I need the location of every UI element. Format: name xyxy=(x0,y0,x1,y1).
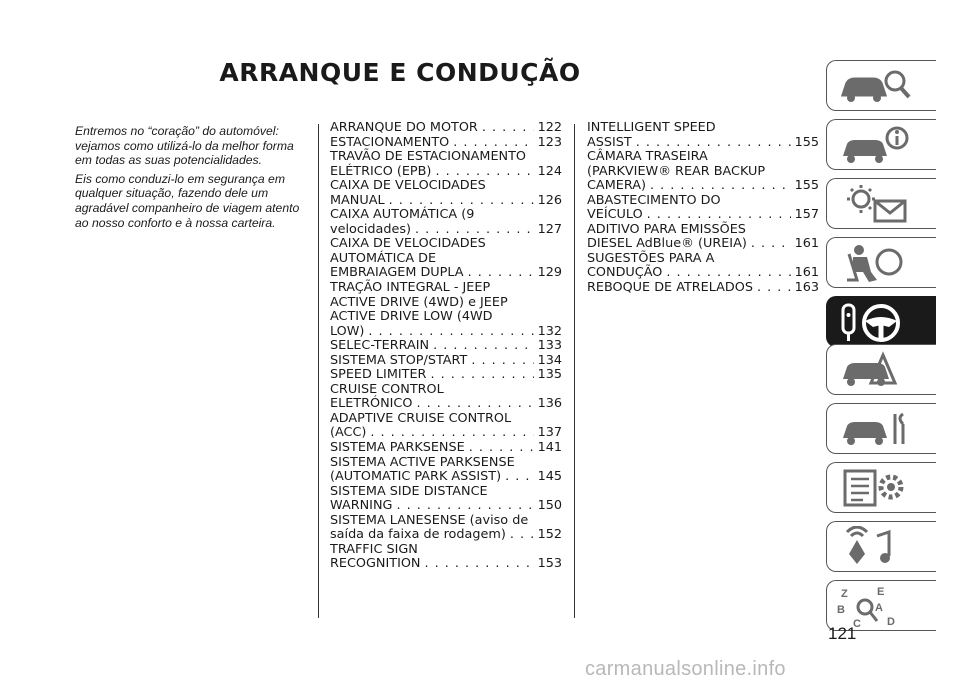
toc-entry[interactable] xyxy=(330,121,562,136)
toc-entry-label: VEÍCULO xyxy=(587,207,643,223)
index-letter: A xyxy=(875,602,883,614)
toc-leader-dots xyxy=(433,339,533,354)
tab-multimedia[interactable] xyxy=(826,521,936,572)
index-letter: Z xyxy=(841,588,848,600)
toc-page-number: 122 xyxy=(537,120,562,135)
toc-entry-line: CÂMARA TRASEIRA xyxy=(587,149,708,165)
toc-entry-line: ADITIVO PARA EMISSÕES xyxy=(587,221,746,237)
toc-entry-label: EMBRAIAGEM DUPLA xyxy=(330,265,464,281)
toc-page-number: 161 xyxy=(794,265,819,281)
toc-page-number: 145 xyxy=(537,469,562,485)
toc-entry-label: RECOGNITION xyxy=(330,556,421,572)
tab-emergency[interactable] xyxy=(826,344,936,395)
specs-gear-icon xyxy=(837,467,917,509)
toc-page-number: 157 xyxy=(794,207,819,223)
toc-page-number: 155 xyxy=(794,178,819,194)
toc-entry[interactable] xyxy=(330,543,562,572)
toc-entry-label: SELEC-TERRAIN xyxy=(330,338,430,354)
toc-leader-dots xyxy=(453,136,533,151)
toc-leader-dots xyxy=(430,368,533,383)
intro-paragraph-1: Entremos no “coração” do automóvel: vejamos como utilizá-lo da melhor forma em todas as suas potencialidades. xyxy=(75,124,294,168)
toc-entry[interactable] xyxy=(330,179,562,208)
toc-leader-dots xyxy=(636,136,791,151)
tab-car-info[interactable] xyxy=(826,119,936,170)
car-info-icon xyxy=(837,124,917,166)
toc-page-number: 123 xyxy=(537,134,562,150)
toc-page-number: 124 xyxy=(537,163,562,179)
toc-leader-dots xyxy=(370,426,533,441)
toc-page-number: 141 xyxy=(537,440,562,456)
tab-starting-driving[interactable] xyxy=(826,296,936,347)
toc-entry[interactable] xyxy=(587,281,819,296)
toc-leader-dots xyxy=(415,223,534,238)
toc-entry-line: INTELLIGENT SPEED xyxy=(587,120,716,135)
toc-entry-label: ARRANQUE DO MOTOR xyxy=(330,120,478,135)
toc-page-number: 137 xyxy=(537,425,562,441)
toc-leader-dots xyxy=(435,165,533,180)
tab-technical-data[interactable] xyxy=(826,462,936,513)
toc-entry-label: REBOQUE DE ATRELADOS xyxy=(587,280,753,296)
seat-airbag-icon xyxy=(837,242,917,284)
toc-entry[interactable] xyxy=(330,441,562,456)
toc-entry[interactable] xyxy=(330,514,562,543)
key-steering-wheel-icon xyxy=(837,301,917,345)
toc-entry[interactable] xyxy=(330,150,562,179)
toc-entry-line: ABASTECIMENTO DO xyxy=(587,192,721,208)
toc-leader-dots xyxy=(751,237,791,252)
toc-page-number: 126 xyxy=(537,192,562,208)
toc-leader-dots xyxy=(482,121,534,136)
toc-entry-label: velocidades) xyxy=(330,221,412,237)
toc-entry-line: TRAVÃO DE ESTACIONAMENTO xyxy=(330,149,526,165)
tab-lights-messages[interactable] xyxy=(826,178,936,229)
car-warning-icon xyxy=(837,349,917,391)
index-letter: E xyxy=(877,586,885,598)
toc-page-number: 135 xyxy=(537,367,562,383)
toc-entry-line: ACTIVE DRIVE LOW (4WD xyxy=(330,309,493,325)
tab-car-search[interactable] xyxy=(826,60,936,111)
toc-entry-label: CAMERA) xyxy=(587,178,646,194)
toc-page-number: 163 xyxy=(794,280,819,296)
toc-entry-line: AUTOMÁTICA DE xyxy=(330,250,437,266)
toc-page-number: 155 xyxy=(794,134,819,150)
toc-entry-label: MANUAL xyxy=(330,192,385,208)
toc-leader-dots xyxy=(368,325,533,340)
page-number: 121 xyxy=(828,624,857,643)
toc-entry[interactable] xyxy=(587,121,819,150)
toc-entry-label: ELÉTRICO (EPB) xyxy=(330,163,432,179)
index-letter: D xyxy=(887,616,895,628)
toc-entry-label: saída da faixa de rodagem) xyxy=(330,527,506,543)
toc-entry[interactable] xyxy=(587,252,819,281)
toc-page-number: 150 xyxy=(537,498,562,514)
toc-entry-line: CAIXA AUTOMÁTICA (9 xyxy=(330,207,475,223)
toc-page-number: 136 xyxy=(537,396,562,412)
toc-page-number: 132 xyxy=(537,323,562,339)
car-wrench-icon xyxy=(837,408,917,450)
index-letter: C xyxy=(853,618,861,629)
car-search-icon xyxy=(837,65,917,107)
toc-entry-line: SISTEMA ACTIVE PARKSENSE xyxy=(330,454,515,470)
toc-entry-line: CAIXA DE VELOCIDADES xyxy=(330,178,486,194)
watermark: carmanualsonline.info xyxy=(585,658,786,680)
intro-text xyxy=(75,124,307,234)
toc-page-number: 134 xyxy=(537,352,562,368)
toc-entry[interactable] xyxy=(587,223,819,252)
index-letters-icon xyxy=(837,585,917,629)
toc-leader-dots xyxy=(468,266,534,281)
toc-entry-line: SISTEMA SIDE DISTANCE xyxy=(330,483,488,499)
toc-entry-line: TRAFFIC SIGN xyxy=(330,541,418,557)
toc-entry[interactable] xyxy=(330,237,562,281)
page-title: ARRANQUE E CONDUÇÃO xyxy=(219,58,581,87)
toc-entry-label: CONDUÇÃO xyxy=(587,265,663,281)
toc-entry[interactable] xyxy=(330,281,562,339)
column-divider xyxy=(574,124,575,618)
toc-entry[interactable] xyxy=(330,456,562,485)
toc-page-number: 161 xyxy=(794,236,819,252)
toc-entry[interactable] xyxy=(330,136,562,151)
toc-page-number: 153 xyxy=(537,556,562,572)
toc-leader-dots xyxy=(757,281,791,296)
toc-entry-line: CRUISE CONTROL xyxy=(330,381,444,397)
toc-entry[interactable] xyxy=(330,208,562,237)
toc-entry-line: SISTEMA LANESENSE (aviso de xyxy=(330,512,529,528)
toc-page-number: 152 xyxy=(537,527,562,543)
toc-leader-dots xyxy=(471,354,533,369)
toc-entry-label: (AUTOMATIC PARK ASSIST) xyxy=(330,469,502,485)
toc-entry[interactable] xyxy=(330,368,562,383)
toc-entry-line: TRAÇÃO INTEGRAL - JEEP xyxy=(330,280,491,296)
toc-leader-dots xyxy=(650,179,791,194)
toc-entry[interactable] xyxy=(330,354,562,369)
column-divider xyxy=(318,124,319,618)
toc-entry-line: CAIXA DE VELOCIDADES xyxy=(330,236,486,252)
multimedia-icon xyxy=(837,526,917,568)
light-message-icon xyxy=(837,183,917,225)
toc-leader-dots xyxy=(510,528,534,543)
toc-column-2 xyxy=(587,121,819,296)
toc-leader-dots xyxy=(416,397,533,412)
toc-entry[interactable] xyxy=(330,412,562,441)
toc-page-number: 129 xyxy=(537,265,562,281)
toc-page-number: 127 xyxy=(537,221,562,237)
toc-entry-line: ACTIVE DRIVE (4WD) e JEEP xyxy=(330,294,508,310)
toc-entry[interactable] xyxy=(330,339,562,354)
toc-leader-dots xyxy=(396,499,533,514)
toc-entry-line: ADAPTIVE CRUISE CONTROL xyxy=(330,410,512,426)
toc-page-number: 133 xyxy=(537,338,562,354)
toc-entry-label: SISTEMA STOP/START xyxy=(330,352,468,368)
toc-entry[interactable] xyxy=(330,485,562,514)
toc-leader-dots xyxy=(469,441,534,456)
tab-maintenance[interactable] xyxy=(826,403,936,454)
toc-entry-label: ESTACIONAMENTO xyxy=(330,134,450,150)
toc-leader-dots xyxy=(424,557,533,572)
toc-entry-line: SUGESTÕES PARA A xyxy=(587,250,715,266)
toc-entry-line: (PARKVIEW® REAR BACKUP xyxy=(587,163,766,179)
toc-entry-label: LOW) xyxy=(330,323,365,339)
toc-leader-dots xyxy=(647,208,791,223)
intro-paragraph-2: Eis como conduzi-lo em segurança em qualquer situação, fazendo dele um agradável companheiro de viagem atento ao nosso conforto e à nossa carteira. xyxy=(75,171,300,230)
toc-entry-label: DIESEL AdBlue® (UREIA) xyxy=(587,236,747,252)
tab-safety[interactable] xyxy=(826,237,936,288)
toc-entry[interactable] xyxy=(587,194,819,223)
index-letter: B xyxy=(837,604,845,616)
toc-entry-label: WARNING xyxy=(330,498,393,514)
toc-entry-label: SISTEMA PARKSENSE xyxy=(330,440,465,456)
toc-entry[interactable] xyxy=(587,150,819,194)
toc-leader-dots xyxy=(666,266,790,281)
toc-entry-label: ELETRÓNICO xyxy=(330,396,413,412)
toc-entry-label: (ACC) xyxy=(330,425,367,441)
toc-entry[interactable] xyxy=(330,383,562,412)
toc-leader-dots xyxy=(505,470,533,485)
toc-column-1 xyxy=(330,121,562,572)
toc-entry-label: SPEED LIMITER xyxy=(330,367,427,383)
toc-entry-label: ASSIST xyxy=(587,134,632,150)
